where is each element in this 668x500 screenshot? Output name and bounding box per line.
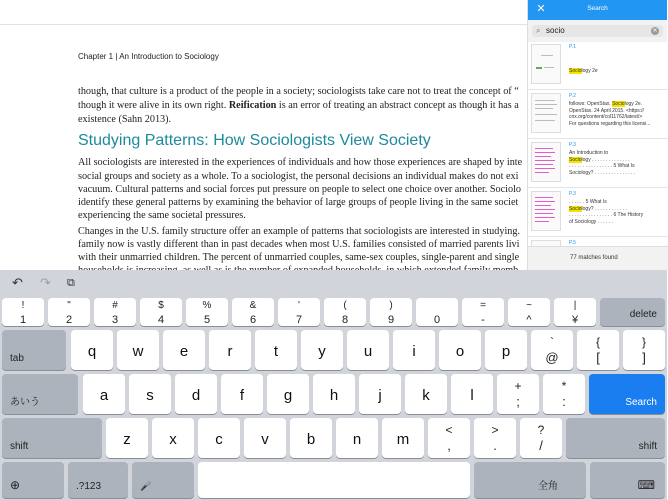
key-1[interactable]: ! 1	[2, 298, 44, 326]
key-colon[interactable]: * :	[543, 374, 585, 414]
key-close-bracket[interactable]: } ]	[623, 330, 665, 370]
key-9[interactable]: ) 9	[370, 298, 412, 326]
search-title: Search	[587, 5, 608, 12]
key-o[interactable]: o	[439, 330, 481, 370]
numbers-key[interactable]: .?123	[68, 462, 128, 498]
key-r[interactable]: r	[209, 330, 251, 370]
search-panel	[527, 0, 667, 270]
key-c[interactable]: c	[198, 418, 240, 458]
page-thumbnail	[531, 191, 561, 231]
result-page: P.3	[569, 191, 576, 197]
result-snippet: . . . . . . 5 What Is Sociology? . . . . . . . . . . . . . . . . . . . . . . . . . . . . 6 The History of Sociology . . . . . .	[569, 199, 644, 225]
key-period[interactable]: > .	[474, 418, 516, 458]
key-minus[interactable]: = -	[462, 298, 504, 326]
dictation-key[interactable]	[132, 462, 194, 498]
document-view	[0, 0, 527, 270]
key-w[interactable]: w	[117, 330, 159, 370]
key-5[interactable]: % 5	[186, 298, 228, 326]
key-n[interactable]: n	[336, 418, 378, 458]
search-result[interactable]	[528, 140, 668, 188]
section-heading: Studying Patterns: How Sociologists View Society	[78, 132, 431, 149]
clear-icon[interactable]: ✕	[652, 28, 658, 34]
paragraph-line: vacuum. Cultural patterns and social forces put pressure on people to select one choice over another. Sociolo	[78, 184, 522, 195]
keyboard-toolbar	[0, 270, 667, 296]
key-slash[interactable]: ? /	[520, 418, 562, 458]
key-v[interactable]: v	[244, 418, 286, 458]
key-open-bracket[interactable]: { [	[577, 330, 619, 370]
shift-key-left[interactable]: shift	[2, 418, 102, 458]
key-u[interactable]: u	[347, 330, 389, 370]
search-query: socio	[546, 26, 565, 35]
paragraph-line: Changes in the U.S. family structure offer an example of patterns that sociologists are interested in studying.	[78, 226, 521, 237]
key-at[interactable]: ` @	[531, 330, 573, 370]
key-g[interactable]: g	[267, 374, 309, 414]
search-result[interactable]	[528, 91, 668, 139]
chapter-header: Chapter 1 | An Introduction to Sociology	[78, 52, 219, 61]
key-x[interactable]: x	[152, 418, 194, 458]
result-page: P.2	[569, 93, 576, 99]
divider	[0, 24, 527, 25]
paragraph-line: social groups and society as a whole. To a sociologist, the personal decisions an individual makes do not exi	[78, 171, 519, 182]
undo-icon[interactable]: ↶	[12, 275, 23, 290]
key-f[interactable]: f	[221, 374, 263, 414]
globe-key[interactable]	[2, 462, 64, 498]
search-icon: ⌕	[536, 26, 541, 35]
search-input[interactable]	[532, 25, 663, 37]
key-d[interactable]: d	[175, 374, 217, 414]
redo-icon[interactable]: ↷	[40, 275, 51, 290]
key-8[interactable]: ( 8	[324, 298, 366, 326]
paragraph-line: family now is vastly different than in past decades when most U.S. families consisted of married parents livi	[78, 239, 520, 250]
key-4[interactable]: $ 4	[140, 298, 182, 326]
paragraph-line: identify these general patterns by examining the behavior of large groups of people living in the same societ	[78, 197, 519, 208]
key-e[interactable]: e	[163, 330, 205, 370]
paragraph-line: though, that culture is a product of the people in a society; sociologists take care not to treat the concept of “	[78, 86, 519, 97]
search-header	[528, 0, 667, 20]
key-yen[interactable]: | ¥	[554, 298, 596, 326]
key-t[interactable]: t	[255, 330, 297, 370]
paragraph-line: with their unmarried children. The percent of unmarried couples, same-sex couples, single-parent and single	[78, 252, 520, 263]
paragraph-line: though it were alive in its own right. Reification is an error of treating an abstract concept as though it has a	[78, 100, 519, 111]
match-count: 77 matches found	[570, 255, 618, 261]
key-6[interactable]: & 6	[232, 298, 274, 326]
key-b[interactable]: b	[290, 418, 332, 458]
result-snippet: follows: OpenStax, Sociology 2e. OpenStax. 24 April 2015. <https:// cnx.org/content/col11762/latest/> For questions regarding this licensi...	[569, 101, 651, 127]
paste-icon[interactable]: ⧉	[67, 277, 75, 289]
key-0[interactable]: 0	[416, 298, 458, 326]
keyboard-hide-icon: ⌨	[637, 478, 655, 492]
result-page: P.1	[569, 44, 576, 50]
page-thumbnail	[531, 44, 561, 84]
key-2[interactable]: " 2	[48, 298, 90, 326]
result-page: P.5	[569, 240, 576, 246]
result-page: P.3	[569, 142, 576, 148]
key-h[interactable]: h	[313, 374, 355, 414]
key-7[interactable]: ' 7	[278, 298, 320, 326]
page-thumbnail	[531, 142, 561, 182]
close-icon[interactable]: ✕	[536, 3, 546, 15]
match-count-bar	[528, 246, 668, 270]
key-s[interactable]: s	[129, 374, 171, 414]
tab-key[interactable]: tab	[2, 330, 66, 370]
space-key[interactable]	[198, 462, 470, 498]
key-3[interactable]: # 3	[94, 298, 136, 326]
result-snippet: An Introduction to Sociology . . . . . . . . . . . . . . . . . . . . . . . . . . . . . . 5 What Is Sociology? . . . . . . . . . . . . . . .	[569, 150, 636, 176]
key-caret[interactable]: ~ ^	[508, 298, 550, 326]
search-result[interactable]	[528, 42, 668, 90]
delete-key[interactable]: delete	[600, 298, 665, 326]
key-i[interactable]: i	[393, 330, 435, 370]
key-l[interactable]: l	[451, 374, 493, 414]
paragraph-line: All sociologists are interested in the experiences of individuals and how those experiences are shaped by inte	[78, 157, 523, 168]
globe-icon: ⊕	[10, 478, 21, 492]
key-semicolon[interactable]: + ;	[497, 374, 539, 414]
zenkaku-key[interactable]: 全角	[474, 462, 586, 498]
key-k[interactable]: k	[405, 374, 447, 414]
key-q[interactable]: q	[71, 330, 113, 370]
page-thumbnail	[531, 93, 561, 133]
key-z[interactable]: z	[106, 418, 148, 458]
kana-key[interactable]: あいう	[2, 374, 78, 414]
key-comma[interactable]: < ,	[428, 418, 470, 458]
key-a[interactable]: a	[83, 374, 125, 414]
key-y[interactable]: y	[301, 330, 343, 370]
search-key[interactable]: Search	[589, 374, 665, 414]
key-m[interactable]: m	[382, 418, 424, 458]
microphone-icon: 🎤	[140, 481, 152, 491]
key-j[interactable]: j	[359, 374, 401, 414]
software-keyboard	[0, 270, 667, 500]
shift-key-right[interactable]: shift	[566, 418, 665, 458]
hide-keyboard-key[interactable]	[590, 462, 665, 498]
key-p[interactable]: p	[485, 330, 527, 370]
search-result[interactable]	[528, 189, 668, 237]
paragraph-line: experiencing the same societal pressures.	[78, 210, 246, 221]
result-snippet: Sociology 2e	[569, 68, 598, 74]
search-bar	[528, 20, 667, 42]
paragraph-line: existence (Sahn 2013).	[78, 114, 172, 125]
